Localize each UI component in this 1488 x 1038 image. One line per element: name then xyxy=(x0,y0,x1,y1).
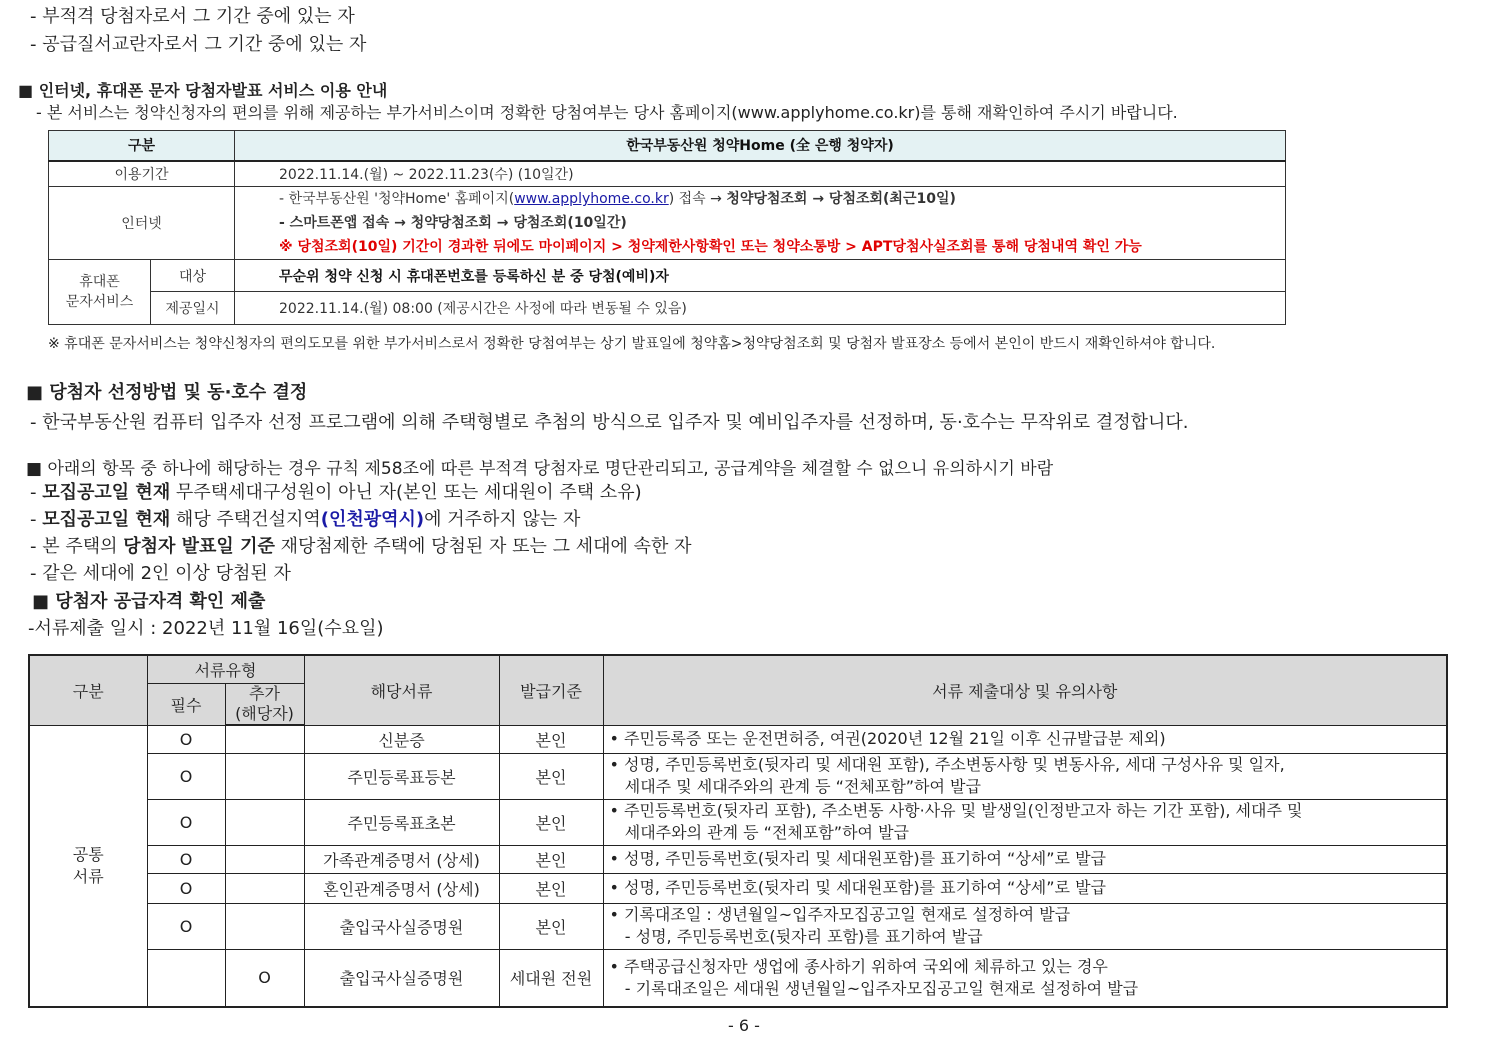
period-value: 2022.11.14.(월) ~ 2022.11.23(수) (10일간) xyxy=(235,161,1286,187)
notes-cell: • 성명, 주민등록번호(뒷자리 및 세대원포함)를 표기하여 “상세”로 발급 xyxy=(603,845,1447,873)
notes-cell: • 성명, 주민등록번호(뒷자리 및 세대원포함)를 표기하여 “상세”로 발급 xyxy=(603,873,1447,903)
submission-date: -서류제출 일시 : 2022년 11월 16일(수요일) xyxy=(28,618,384,639)
internet-value xyxy=(235,187,1286,260)
internet-line1-bold: 청약당첨조회 → 당첨조회(최근10일) xyxy=(726,191,956,207)
list-item xyxy=(30,505,580,531)
internet-line3: ※ 당첨조회(10일) 기간이 경과한 뒤에도 마이페이지 > 청약제한사항확인 또는 청약소통방 > APT당첨사실조회를 통해 당첨내역 확인 가능 xyxy=(279,239,1142,255)
section-title: ■ 아래의 항목 중 하나에 해당하는 경우 규칙 제58조에 따른 부적격 당첨자로 명단관리되고, 공급계약을 체결할 수 없으니 유의하시기 바람 xyxy=(26,459,1054,479)
additional-cell xyxy=(225,845,304,873)
additional-cell xyxy=(225,725,304,753)
required-cell: O xyxy=(147,725,225,753)
header-notes: 서류 제출대상 및 유의사항 xyxy=(603,655,1447,725)
required-cell: O xyxy=(147,799,225,845)
table-row xyxy=(29,903,1447,949)
internet-line2: - 스마트폰앱 접속 → 청약당첨조회 → 당첨조회(10일간) xyxy=(279,215,627,231)
list-dash: - xyxy=(30,509,43,530)
document-cell: 출입국사실증명원 xyxy=(304,903,499,949)
issuer-cell: 본인 xyxy=(499,873,603,903)
item-region: (인천광역시) xyxy=(320,509,425,530)
header-issuer: 발급기준 xyxy=(499,655,603,725)
item-bold: 모집공고일 현재 xyxy=(42,509,171,530)
item-text: 재당첨제한 주택에 당첨된 자 또는 그 세대에 속한 자 xyxy=(274,536,692,557)
additional-cell xyxy=(225,903,304,949)
required-cell xyxy=(147,949,225,1007)
sms-note: ※ 휴대폰 문자서비스는 청약신청자의 편의도모를 위한 부가서비스로서 정확한 당첨여부는 상기 발표일에 청약홈>청약당첨조회 및 당첨자 발표장소 등에서 본인이 반드시 재확인하셔야 합니다. xyxy=(48,336,1216,352)
list-item: - 같은 세대에 2인 이상 당첨된 자 xyxy=(30,563,291,584)
item-text: 에 거주하지 않는 자 xyxy=(424,509,581,530)
additional-cell xyxy=(225,799,304,845)
documents-table xyxy=(28,654,1448,1008)
table-row xyxy=(29,725,1447,753)
issuer-cell: 본인 xyxy=(499,903,603,949)
table-row xyxy=(29,949,1447,1007)
sms-label: 휴대폰 문자서비스 xyxy=(49,260,151,325)
section-title: ■ 당첨자 선정방법 및 동·호수 결정 xyxy=(26,382,308,403)
group-label: 공통 서류 xyxy=(29,725,147,1007)
table-row xyxy=(29,845,1447,873)
target-value: 무순위 청약 신청 시 휴대폰번호를 등록하신 분 중 당첨(예비)자 xyxy=(235,260,1286,292)
notes-cell: • 주민등록증 또는 운전면허증, 여권(2020년 12월 21일 이후 신규발급분 제외) xyxy=(603,725,1447,753)
issuer-cell: 본인 xyxy=(499,753,603,799)
list-item xyxy=(30,478,642,504)
header-document: 해당서류 xyxy=(304,655,499,725)
document-cell: 신분증 xyxy=(304,725,499,753)
table-row xyxy=(29,753,1447,799)
document-cell: 혼인관계증명서 (상세) xyxy=(304,873,499,903)
document-cell: 주민등록표등본 xyxy=(304,753,499,799)
header-additional: 추가 (해당자) xyxy=(225,683,304,725)
list-item: - 공급질서교란자로서 그 기간 중에 있는 자 xyxy=(30,34,367,55)
notes-cell: • 성명, 주민등록번호(뒷자리 및 세대원 포함), 주소변동사항 및 변동사유, 세대 구성사유 및 일자, 세대주 및 세대주와의 관계 등 “전체포함”하여 발급 xyxy=(603,753,1447,799)
notes-cell: • 주택공급신청자만 생업에 종사하기 위하여 국외에 체류하고 있는 경우 - 기록대조일은 세대원 생년월일~입주자모집공고일 현재로 설정하여 발급 xyxy=(603,949,1447,1007)
section-title: ■ 인터넷, 휴대폰 문자 당첨자발표 서비스 이용 안내 xyxy=(18,81,388,100)
header-category: 구분 xyxy=(29,655,147,725)
header-service: 한국부동산원 청약Home (全 은행 청약자) xyxy=(235,131,1286,161)
section-description: - 한국부동산원 컴퓨터 입주자 선정 프로그램에 의해 주택형별로 추첨의 방식으로 입주자 및 예비입주자를 선정하며, 동·호수는 무작위로 결정합니다. xyxy=(30,412,1189,433)
notes-cell: • 기록대조일 : 생년월일~입주자모집공고일 현재로 설정하여 발급 - 성명, 주민등록번호(뒷자리 포함)를 표기하여 발급 xyxy=(603,903,1447,949)
applyhome-link[interactable]: www.applyhome.co.kr xyxy=(514,191,669,207)
section-title: ■ 당첨자 공급자격 확인 제출 xyxy=(32,591,266,612)
additional-cell: O xyxy=(225,949,304,1007)
notes-cell: • 주민등록번호(뒷자리 포함), 주소변동 사항·사유 및 발생일(인정받고자 하는 기간 포함), 세대주 및 세대주와의 관계 등 “전체포함”하여 발급 xyxy=(603,799,1447,845)
issuer-cell: 본인 xyxy=(499,799,603,845)
section-description: - 본 서비스는 청약신청자의 편의를 위해 제공하는 부가서비스이며 정확한 당첨여부는 당사 홈페이지(www.applyhome.co.kr)를 통해 재확인하여 주시기 바랍니다. xyxy=(36,103,1178,122)
item-bold: 모집공고일 현재 xyxy=(42,482,171,503)
list-item xyxy=(30,532,692,558)
period-label: 이용기간 xyxy=(49,161,235,187)
additional-cell xyxy=(225,873,304,903)
document-cell: 출입국사실증명원 xyxy=(304,949,499,1007)
table-row xyxy=(29,873,1447,903)
item-text: 무주택세대구성원이 아닌 자(본인 또는 세대원이 주택 소유) xyxy=(170,482,642,503)
item-text: 해당 주택건설지역 xyxy=(170,509,321,530)
list-item: - 부적격 당첨자로서 그 기간 중에 있는 자 xyxy=(30,6,355,27)
date-label: 제공일시 xyxy=(151,292,235,325)
required-cell: O xyxy=(147,753,225,799)
required-cell: O xyxy=(147,873,225,903)
header-required: 필수 xyxy=(147,683,225,725)
internet-label: 인터넷 xyxy=(49,187,235,260)
list-dash: - xyxy=(30,482,43,503)
target-label: 대상 xyxy=(151,260,235,292)
table-row xyxy=(29,799,1447,845)
additional-cell xyxy=(225,753,304,799)
issuer-cell: 본인 xyxy=(499,725,603,753)
date-value: 2022.11.14.(월) 08:00 (제공시간은 사정에 따라 변동될 수 있음) xyxy=(235,292,1286,325)
internet-line1-text: - 한국부동산원 '청약Home' 홈페이지( xyxy=(279,191,515,207)
service-table xyxy=(48,130,1286,325)
item-bold: 당첨자 발표일 기준 xyxy=(123,536,275,557)
issuer-cell: 본인 xyxy=(499,845,603,873)
header-doctype: 서류유형 xyxy=(147,655,304,683)
item-text: - 본 주택의 xyxy=(30,536,124,557)
page-number: - 6 - xyxy=(728,1016,760,1035)
internet-line1-arrow: ) 접속 → xyxy=(668,191,727,207)
document-cell: 가족관계증명서 (상세) xyxy=(304,845,499,873)
header-category: 구분 xyxy=(49,131,235,161)
required-cell: O xyxy=(147,845,225,873)
document-cell: 주민등록표초본 xyxy=(304,799,499,845)
issuer-cell: 세대원 전원 xyxy=(499,949,603,1007)
required-cell: O xyxy=(147,903,225,949)
